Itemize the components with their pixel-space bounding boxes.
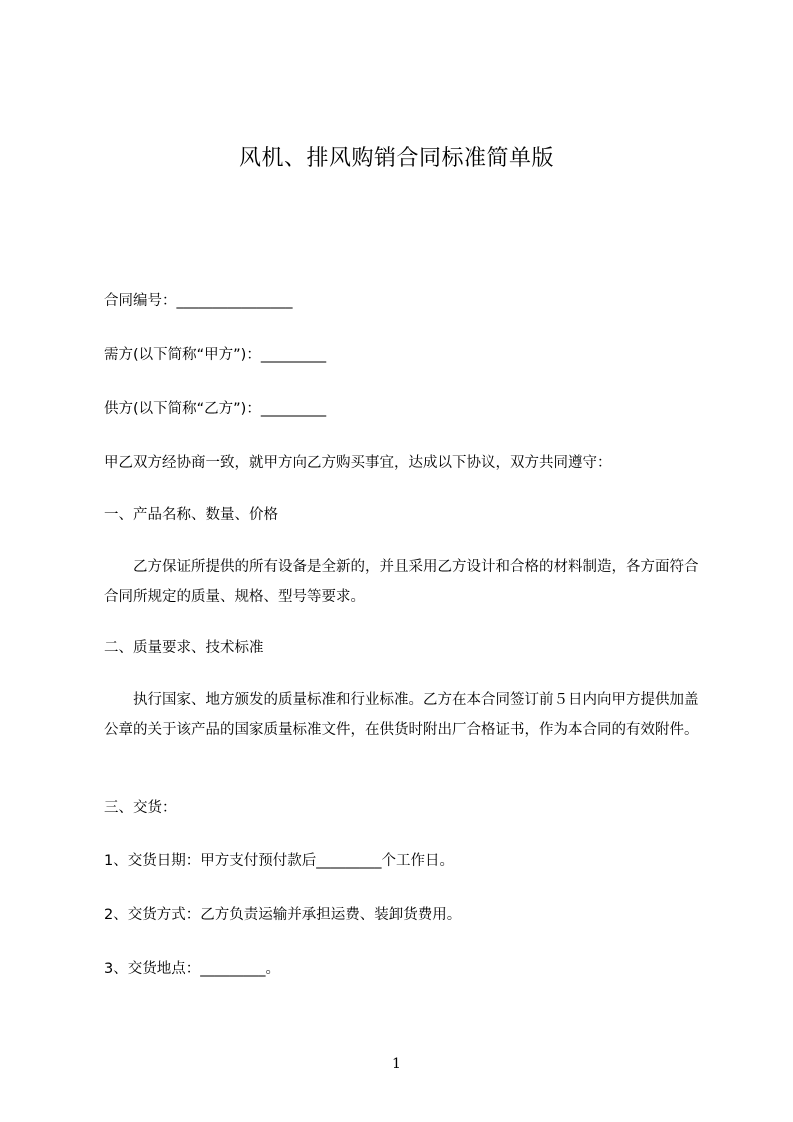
section1-heading: 一、产品名称、数量、价格	[104, 507, 278, 523]
contract-number-line: 合同编号：________________	[104, 293, 293, 309]
section2-body: 执行国家、地方颁发的质量标准和行业标准。乙方在本合同签订前５日内向甲方提供加盖公章的关于该产品的国家质量标准文件，在供货时附出厂合格证书，作为本合同的有效附件。	[104, 692, 699, 738]
intro-paragraph: 甲乙双方经协商一致，就甲方向乙方购买事宜，达成以下协议，双方共同遵守：	[104, 455, 612, 471]
party-b-line: 供方(以下简称“乙方”)：_________	[104, 401, 327, 417]
party-a-line: 需方(以下简称“甲方”)：_________	[104, 347, 327, 363]
section3-item-delivery-method: 2、交货方式：乙方负责运输并承担运费、装卸货费用。	[104, 907, 462, 923]
document-title: 风机、排风购销合同标准简单版	[238, 146, 554, 171]
section3-item-delivery-location: 3、交货地点：_________。	[104, 961, 280, 977]
page-number: 1	[392, 1056, 401, 1072]
section2-heading: 二、质量要求、技术标准	[104, 640, 264, 656]
section3-item-delivery-date: 1、交货日期：甲方支付预付款后_________个工作日。	[104, 853, 454, 869]
section1-body: 乙方保证所提供的所有设备是全新的，并且采用乙方设计和合格的材料制造，各方面符合合同所规定的质量、规格、型号等要求。	[104, 559, 699, 605]
section3-heading: 三、交货：	[104, 800, 177, 816]
